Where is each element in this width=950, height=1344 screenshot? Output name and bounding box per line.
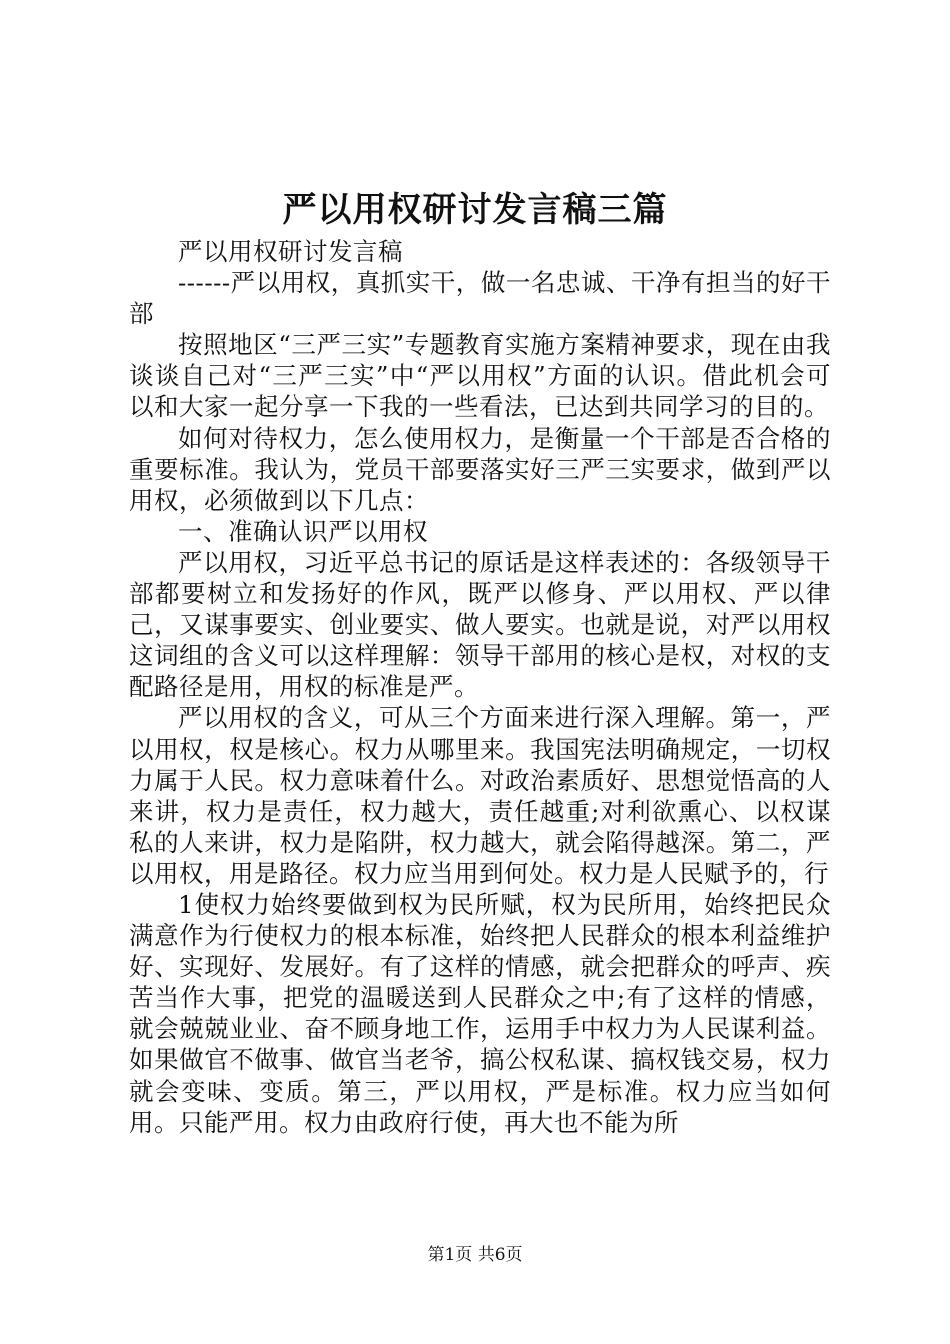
body-paragraph: 严以用权的含义，可从三个方面来进行深入理解。第一，严以用权，权是核心。权力从哪里来。我国宪法明确规定，一切权力属于人民。权力意味着什么。对政治素质好、思想觉悟高的人来讲，权力是责任，权力越大，责任越重;对利欲熏心、以权谋私的人来讲，权力是陷阱，权力越大，就会陷得越深。第二，严以用权，用是路径。权力应当用到何处。权力是人民赋予的，行 (129, 703, 831, 888)
body-paragraph: 如何对待权力，怎么使用权力，是衡量一个干部是否合格的重要标准。我认为，党员干部要落实好三严三实要求，做到严以用权，必须做到以下几点： (129, 423, 831, 515)
document-body (129, 236, 831, 1138)
body-paragraph: 严以用权，习近平总书记的原话是这样表述的：各级领导干部都要树立和发扬好的作风，既严以修身、严以用权、严以律己，又谋事要实、创业要实、做人要实。也就是说，对严以用权这词组的含义可以这样理解：领导干部用的核心是权，对权的支配路径是用，用权的标准是严。 (129, 547, 831, 702)
body-paragraph: 1使权力始终要做到权为民所赋，权为民所用，始终把民众满意作为行使权力的根本标准，始终把人民群众的根本利益维护好、实现好、发展好。有了这样的情感，就会把群众的呼声、疾苦当作大事，把党的温暖送到人民群众之中;有了这样的情感，就会兢兢业业、奋不顾身地工作，运用手中权力为人民谋利益。如果做官不做事、做官当老爷，搞公权私谋、搞权钱交易，权力就会变味、变质。第三，严以用权，严是标准。权力应当如何用。只能严用。权力由政府行使，再大也不能为所 (129, 889, 831, 1137)
page-footer: 第1页 共6页 (427, 1245, 523, 1265)
document-title: 严以用权研讨发言稿三篇 (282, 190, 668, 230)
body-paragraph: 按照地区“三严三实”专题教育实施方案精神要求，现在由我谈谈自己对“三严三实”中“严以用权”方面的认识。借此机会可以和大家一起分享一下我的一些看法，已达到共同学习的目的。 (129, 330, 831, 422)
subtitle-paragraph: 严以用权研讨发言稿 (178, 237, 403, 266)
theme-paragraph: ------严以用权，真抓实干，做一名忠诚、干净有担当的好干部 (129, 268, 831, 329)
section-heading: 一、准确认识严以用权 (178, 516, 428, 546)
